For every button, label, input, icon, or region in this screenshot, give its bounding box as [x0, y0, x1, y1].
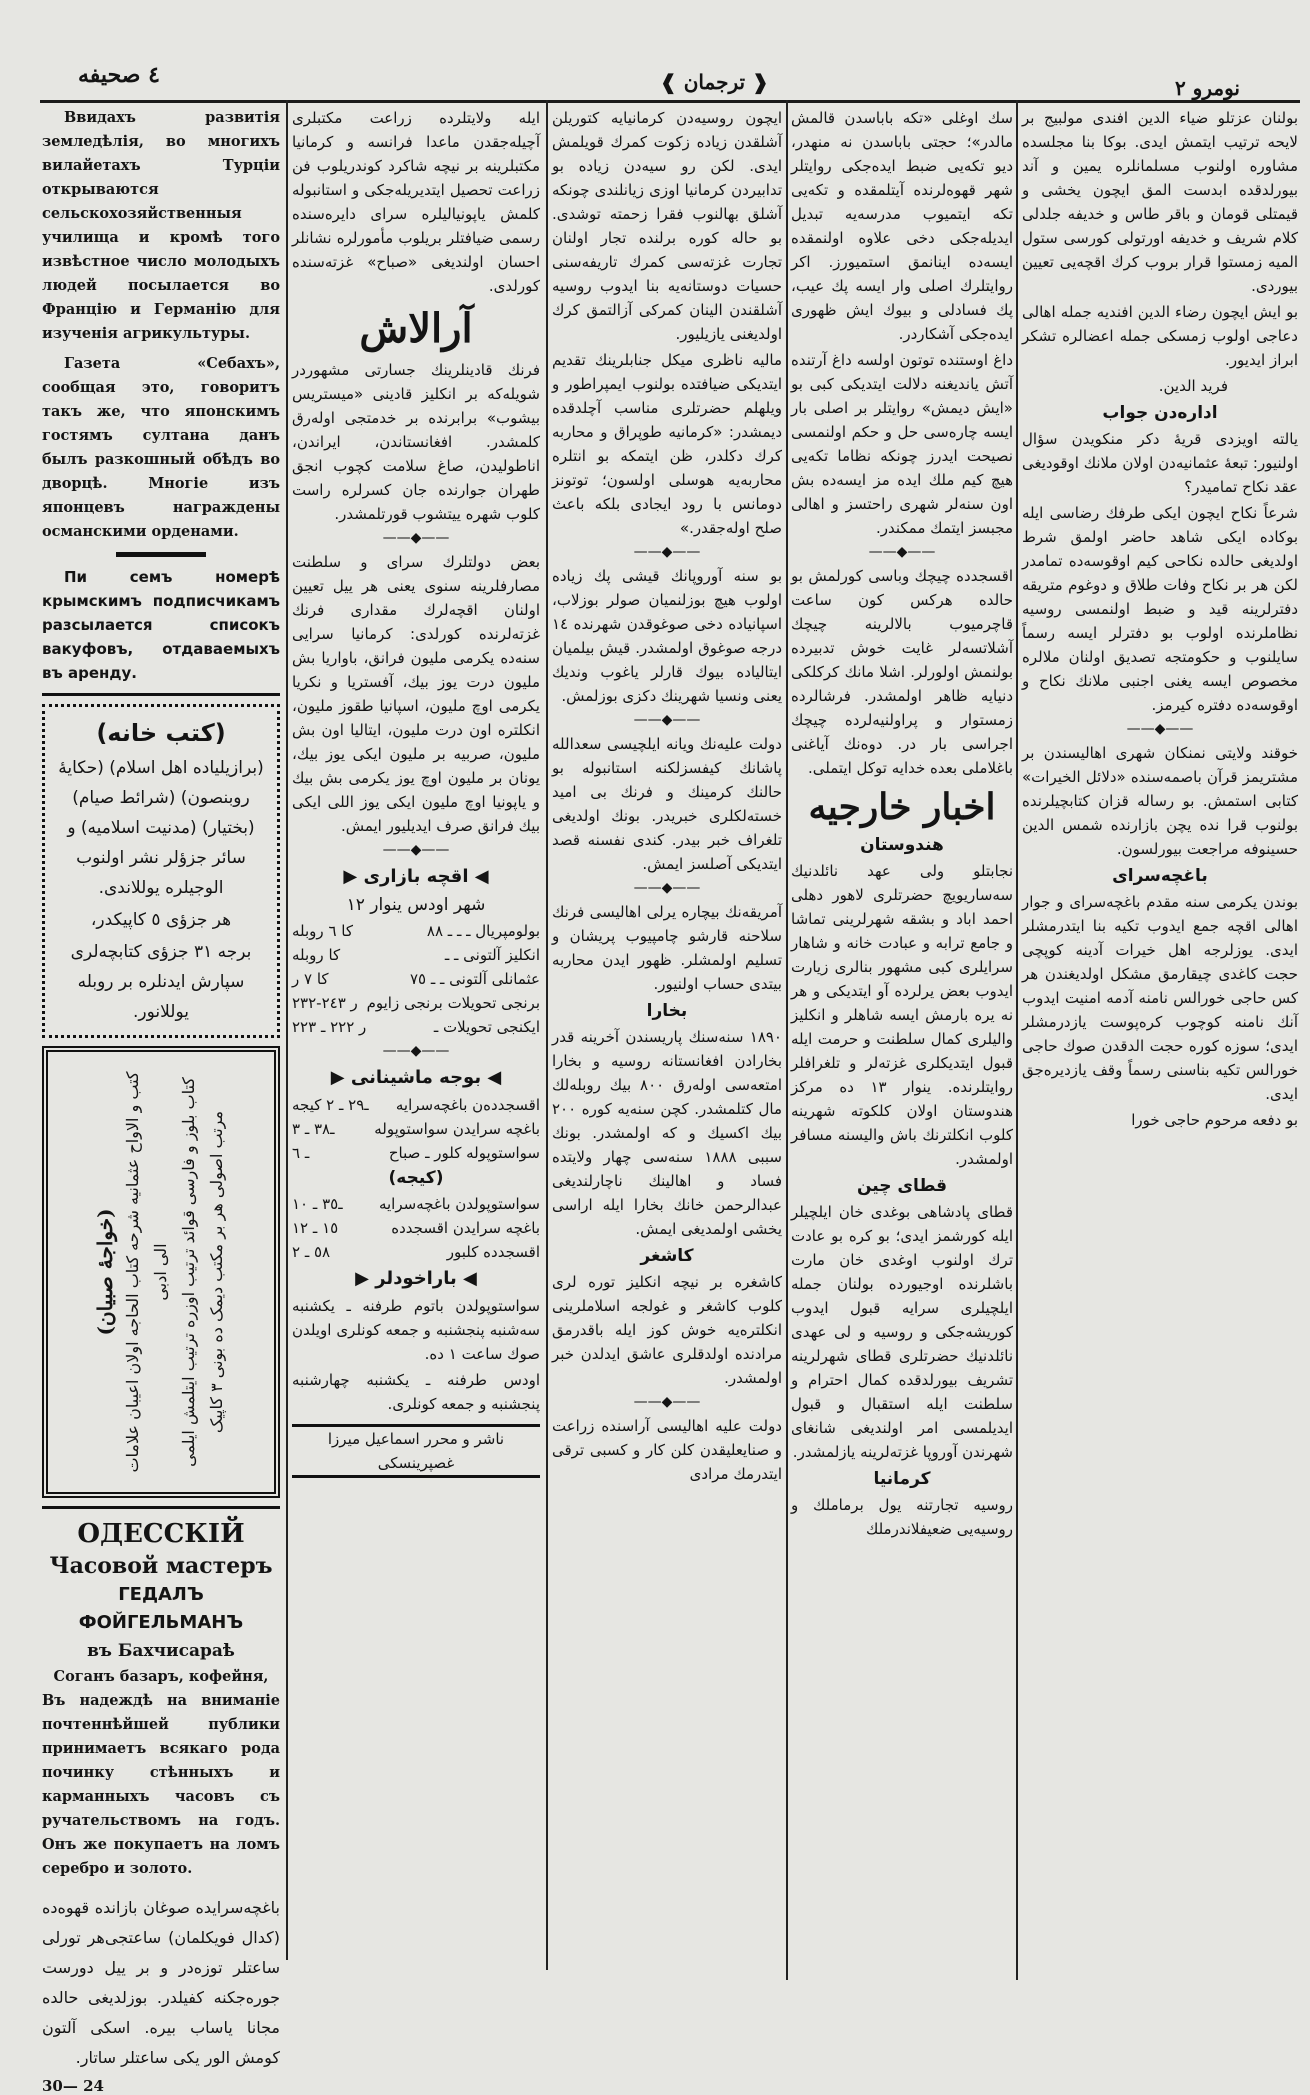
cell: ـ ٦: [292, 1144, 310, 1162]
newspaper-title: ❰ ترجمان ❱: [660, 70, 769, 94]
vertical-ad-line: کتب و الاواح عثمانیه شرحه کتاب الحاجه اولان اعیبان علامات الی ادبی: [123, 1071, 170, 1473]
cell: ـ٣٥ ـ ١٠: [292, 1195, 343, 1213]
vertical-ad-text: [91, 1062, 231, 1482]
column-divider: [286, 100, 288, 1960]
cell: کا ٧ ر: [292, 970, 329, 988]
divider: [42, 1506, 280, 1509]
money-table: [292, 919, 540, 1039]
divider: [116, 552, 206, 557]
subheading-bakhchisaray: باغچه‌سرای: [1112, 866, 1208, 886]
cell: انکلیز آلتونی ـ ـ: [444, 946, 540, 964]
vertical-ad: [42, 1046, 280, 1498]
divider: [1022, 719, 1298, 739]
paragraph: اقسجدده چیچك وباسی کورلمش بو حالده هرکس کون ساعت قاچرمیوب بالالرینه چیچك آشلاتسه‌لر غایت خوش تدبیرده بولنمش اولورلر. اشلا مانك کرکلکی دنیایه ظاهر اولمشدر. فرشالرده زمستوار و پراولنیه‌لرده چیچك اجراسی بار در. دوەنك آیاغنی باغلاملی بعده خدایه توکل ایتملی.: [791, 567, 1013, 777]
paragraph: برجه ٣١ جزؤی کتابچه‌لری سپارش ایدنلره بر روبله یوللانور.: [70, 942, 252, 1022]
train-table: [292, 1093, 540, 1165]
paragraph: ١٨٩٠ سنه‌سنك پاریسندن آخرینه قدر بخارادن افغانستانه روسیه و بخارا امتعه‌سی اوله‌رق ٨٠٠ بیك روبله‌لك مال کتلمشدر. کچن سنه‌یه کوره ٢٠٠ بیك اکسیك و که اولمشدر. بونك سببی ١٨٨٨ سنه‌سی چهار ولایتده فساد و اهالینك ناچارلندیغی عبدالرحمن خانك بخارا ایله اراسی یخشی اولمدیغی ایمش.: [552, 1028, 782, 1238]
cell: ـ٢٩ ـ ٢ کیجه: [292, 1096, 369, 1114]
publisher-line: ناشر و محرر اسماعیل میرزا غصپرینسکی: [292, 1424, 540, 1478]
paragraph: هر جزؤی ٥ کاپیکدر،: [90, 910, 232, 930]
paragraph: بعض دولتلرك سرای و سلطنت مصارفلرینه سنوی یعنی هر ییل تعیین اولنان اقچه‌لرك مقداری فرنك غزته‌لرنده کورلدی: کرمانیا سرایی سنه‌ده یکرمی ملیون فرانق، باواریا بش ملیون درت یوز بیك، آفستریا و نکریا یکرمی اوچ ملیون، اسپانیا طقوز ملیون، انکلتره اون درت ملیون، ایتالیا اون بش ملیون، صربیه بر ملیون ایکی یوز بیك، یونان بر ملیون اوچ یوز یکرمی بش بیك و یاپونیا اوچ ملیون ایکی یوز اللی ایکی بیك فرانق صرف ایدیلیور ایمش.: [292, 553, 540, 835]
paragraph: بوندن یکرمی سنه مقدم باغچه‌سرای و جوار اهالی اقچه جمع ایدوب تکیه بنا ایتدرمشلر ایدی. یوزلرجه اهل خیرات آدینه کوپچی حجت کاغدی چیقارمق مشکل اولدیغندن هر کس حاجی خورالس نامنه آدمه امنیت ایدوب آنك نامنه کوچوب کرەپوست یازدرمشلر ایدی؛ سوزه کوره حجت الدقدن صوك حاجی خورالس تکیه بناسنی رسماً وقف یازدیرەجق ایدی.: [1022, 893, 1298, 1103]
table-row: [292, 943, 540, 967]
russian-notice: [42, 565, 280, 685]
paragraph: بو سنه آوروپانك قیشی پك زیاده اولوب هیچ بوزلنمیان صولر بوزلاب، اسپانیاده دخی صوغوقدن شهرنده ١٤ درجه صوغوق اولمشدر. قیش بیلمیان ایتالیاده بیوك قارلر یاغوب وندیك یعنی ونسیا شهرینك دکزی بوزلمش.: [552, 567, 782, 705]
cell: کا روبله: [292, 946, 341, 964]
paragraph: Ввидахъ развитія земледѣлія, во многихъ вилайетахъ Турціи открываются сельскохозяйственныя училища и кромѣ того извѣстное число молодыхъ людей посылается во Францію и Германію для изученія агрикультуры.: [42, 109, 280, 342]
table-row: [292, 1240, 540, 1264]
paragraph: ایله ولایتلرده زراعت مکتبلری آچیله‌جقدن ماعدا فرانسه و کرمانیا مکتبلرینه بر نیچه شاکرد کوندریلوب فن زراعت تحصیل ایتدیریله‌جکی و استانبوله کلمش یاپونیالیلره سرای دایره‌سنده رسمی ضیافتلر بریلوب مأمورلره نشانلر احسان اولندیغی «صباح» غزته‌سنده کورلدی.: [292, 109, 540, 295]
vertical-ad-line: مرتب اصولی هر بر مکتب دیمک ده بونی ٣ کاپیک: [207, 1110, 226, 1434]
paragraph: دولت علیه‌نك ویانه ایلچیسی سعدالله پاشانك کیفسزلکنه استانبوله بو حالنك کرمینك و فرنك بی امید خسته‌لکلری خبریدر. بونك اولدیغی تلغراف خبر بیدر. کندی نفسنه قصد ایتدیکی آصلسز ایمش.: [552, 735, 782, 873]
russian-news: [42, 106, 280, 544]
paragraph: بولنان عزتلو ضیاء الدین افندی مولبیج بر لایحه ترتیب ایتمش ایدی. بوکا بنا مجلسده مشاوره اولنوب مسلمانلره یمین و آند بیورلدقده ابدست المق ایچون یخشی و قیمتلی قومان و باقر طاس و خدیفه جلدلی کلام شریف و خدیفه اورتولی کورسی ستول المیه زمستوا قرار بروب کرك اقچه‌یی تعیین بیوردی.: [1022, 109, 1298, 295]
cell: ٥٨ ـ ٢: [292, 1243, 331, 1261]
night-schedule-title: (کیجه): [388, 1168, 444, 1188]
table-row: [292, 967, 540, 991]
table-row: [292, 1093, 540, 1117]
divider: [791, 542, 1013, 562]
divider: [42, 693, 280, 696]
ad-line: ОДЕССКІЙ: [77, 1519, 245, 1549]
subheading-bukhara: بخارا: [646, 1001, 688, 1021]
paragraph: اودس طرفنه ـ یکشنبه چهارشنبه پنجشنبه و جمعه کونلری.: [292, 1371, 540, 1413]
paragraph: شرعاً نکاح ایچون ایکی طرفك رضاسی ایله بوکاده ایکی شاهد حاضر اولمق شرط اولدیغی حالده نکاحی کیم اوقوسه‌ده تمامدر لکن هر بر نکاح وفات طلاق و دوغوم متریقه دفترلرینه قید و ضبط اولنمسی روسیه نظاملرنده اولوب بو دفترلر ایسه رسماً سایلنوب و حکومتجه تصدیق اولنان ملالره مخصوص ایسه یغنی اجنبی ملانك نکاح و اوقوسه‌ده دفتره کیرمز.: [1022, 504, 1298, 714]
signature: فرید الدین.: [1158, 377, 1228, 395]
subheading-germany: کرمانیا: [873, 1469, 931, 1489]
paragraph: نجابتلو ولی عهد نائلدنیك سه‌ساریویچ حضرتلری لاهور دهلی احمد اباد و بشقه شهرلرینی تماشا و جامع ترابه و عبادت خانه و شاهار سرایلری کبی مشهور بنالری زیارت ایدوب بعض یرلرده آو ایتدیکی و هر نه یره بارمش ایسه شاهلر و انکلیز والیلری کمال سلطنت و حرمت ایله قبول ایتدیکلری غزته‌لر و تلغرافلر روایتلرنده. ینوار ١٣ ده مرکز هندوستان اولان کلکوته شهرینه کلوب انکلترنك باش والیسنه مسافر اولمشدر.: [791, 862, 1013, 1168]
paragraph: مالیه ناظری میکل جنابلرینك تقدیم ایتدیکی ضیافتده بولنوب ایمپراطور و ویلهلم حضرتلری مناسب آچلدقده دیمشدر: «کرمانیه طوپراق و محاربه کرك دکلدر، ظن ایتمکه بو انتلره محاربه‌یه هوسلی اولسون؛ توتونز دومانس با رود ایجادی بلکه باعث صلح اولەجقدر.»: [552, 351, 782, 537]
foreign-news-headline: اخبار خارجیه: [808, 786, 996, 828]
table-row: [292, 1015, 540, 1039]
subheading-kashgar: کاشغر: [640, 1246, 694, 1266]
column-divider: [546, 100, 548, 1970]
paragraph: قطای پادشاهی بوغدی خان ایلچیلر ایله کورشمز ایدی؛ بو کره بو عادت ترك اولنوب اوغدی خان مارت باشلرنده اوجیورده بولنان جمله ایلچیلری سرایه قبول ایدوب کوریشه‌جکی و روسیه و لی عهدی نائلدنیك حضرتلری قطای شهرلرینه تشریف بیورلدقده کمال احترام و سلطنت ایله استقبال و قبول ایدیلمسی امر اولندیغی شانغای شهرندن آوروپا غزته‌لرینه یازلمشدر.: [791, 1203, 1013, 1461]
table-row: [292, 991, 540, 1015]
cell: باغچه سرایدن سواستوپوله: [374, 1120, 540, 1138]
paragraph: یالته اویزدی قریهٔ دکر منکویدن سؤال اولنیور: تبعهٔ عثمانیه‌دن اولان ملانك اوقودیغی عقد نکاح تمامیدر؟: [1022, 430, 1298, 496]
ad-body: Въ надеждѣ на вниманіе почтеннѣйшей публики принимаетъ всякаго рода починку стѣнныхъ и карманныхъ часовъ съ ручательствомъ на годъ. Онъ же покупаетъ на ломъ серебро и золото.: [42, 1692, 280, 1877]
editorial-reply-title: ادارەدن جواب: [1102, 403, 1218, 423]
paragraph: Пи семъ номерѣ крымскимъ подписчикамъ разсылается списокъ вакуфовъ, отдаваемыхъ въ аренду.: [42, 568, 280, 682]
paragraph: خوقند ولایتی نمنکان شهری اهالیسندن بر مشتریمز قرآن باصمه‌سنده «دلائل الخیرات» کتابی استمش. بو رساله قزان کتابچیلرنده بولنوب قرا نده یچن بازارنده شمس الدین حسینوفه مراجعت بیورلسون.: [1022, 744, 1298, 858]
night-train-table: [292, 1192, 540, 1264]
ad-line: Соганъ базаръ, кофейня,: [53, 1668, 269, 1685]
paragraph: کاشغره بر نیچه انکلیز توره لری کلوب کاشغر و غولجه اسلاملرینی انکلتره‌یه خوش کوز ایله باقدرمق مرادنده اولدقلری عاشق ایدلدن خبر اولمشدر.: [552, 1273, 782, 1387]
money-market-title: ◀ اقچه بازاری ▶: [292, 862, 540, 892]
paragraph: دولت علیه اهالیسی آراسنده زراعت و صنایعلیقدن کلن کار و کسبی ترقی ایتدرمك مرادی: [552, 1417, 782, 1483]
divider: [552, 710, 782, 730]
masthead: [60, 60, 1290, 100]
divider: [292, 1041, 540, 1061]
subheading-china: قطای چین: [856, 1176, 948, 1196]
cell: سواستوپوله کلور ـ صباح: [388, 1144, 540, 1162]
subheading-india: هندوستان: [860, 835, 944, 855]
page-number: ٤ صحیفه: [78, 62, 160, 88]
cell: سواستوپولدن باغچه‌سرایه: [378, 1195, 540, 1213]
header-rule: [40, 100, 1300, 103]
bookstore-ad: [42, 704, 280, 1038]
paragraph: سواستوپولدن باتوم طرفنه ـ یکشنبه سه‌شنبه پنجشنبه و جمعه کونلری اویلدن صوك ساعت ١ ده.: [292, 1297, 540, 1363]
ad-line: въ Бахчисараѣ: [87, 1641, 235, 1661]
paragraph: بو دفعه مرحوم حاجی خورا: [1131, 1111, 1298, 1129]
steamship-title: ◀ باراخودلر ▶: [292, 1264, 540, 1294]
paragraph: (برازیلیاده اهل اسلام) (حکایهٔ روبنصون) (شرائط صیام) (بختیار) (مدنیت اسلامیه) و سائر جزؤلر نشر اولنوب الوجیلره یوللاندی.: [58, 758, 264, 898]
divider: [292, 528, 540, 548]
paragraph: آمریقه‌نك بیچاره یرلی اهالیسی فرنك سلاحنه قارشو چامپیوب پریشان و تسلیم اولمشلر. ظهور ایدن محاربه بیتدی حساب اولنیور.: [552, 903, 782, 993]
paragraph: روسیه تجارتنه یول برماملك و روسیه‌یی ضعیفلاندرملك: [791, 1496, 1013, 1538]
table-row: [292, 1192, 540, 1216]
ad-line: ГЕДАЛЪ ФОЙГЕЛЬМАНЪ: [78, 1584, 244, 1633]
paragraph: فرنك قادینلرینك جسارتی مشهوردر شویله‌که بر انکلیز قادینی «میستریس بیشوب» برابرنده بر خدمتجی اوله‌رق کلمشدر. افغانستاندن، ایراندن، اناطولیدن، صاغ سلامت کچوب انجق طهران جوارنده جان کسرلره راست کلوب شهره ییتشوب قورتلمشدر.: [292, 361, 540, 523]
paragraph: Газета «Себахъ», сообщая это, говоритъ такъ же, что японскимъ гостямъ султана данъ былъ разкошный обѣдъ во дворцѣ. Многіе изъ японцевъ награждены османскими орденами.: [42, 355, 280, 540]
watchmaker-ad-ottoman: باغچه‌سرایده صوغان بازانده قهوه‌ده (کدال فویکلمان) ساعتجی‌هر تورلی ساعتلر توزه‌در و بر ییل دورست جوره‌جکنه کفیلدر. بوزلدیغی حالده مجانا یاساب بیره. اسکی آلتون کومش الور یکی ساعتلر ساتار.: [42, 1898, 280, 2067]
column-5: [1022, 106, 1298, 1134]
table-row: [292, 1117, 540, 1141]
paragraph: ایچون روسیه‌دن کرمانیایه کتوریلن آشلقدن زیاده زکوت کمرك قویلمش ایدی. لکن رو سیه‌دن زیاده بو تدابیردن کرمانیا اوزی زیانلندی چونکه آشلق بهالنوب فقرا زحمته توشدی. بو حاله کوره برلنده تجار اولنان تجارت غزته‌سی کمرك تاریفه‌سنی حسیات دوستانه‌یه بنا ایدوب روسیه آشلقندن الینان کمرکی آزالتمق کرك اولدیغنی یازیلیور.: [552, 109, 782, 343]
bookstore-title: (کتب خانه): [96, 719, 226, 747]
table-row: [292, 1141, 540, 1165]
divider: [552, 542, 782, 562]
column-4: [791, 106, 1013, 1543]
vertical-ad-title: (خواجهٔ صبیان): [93, 1208, 117, 1336]
table-row: [292, 1216, 540, 1240]
paragraph: بو ایش ایچون رضاء الدین افندیه جمله اهالی دعاجی اولوب زمسکی جمله اعضالره تشکر ابراز ایدیور.: [1022, 303, 1298, 369]
cell: برنجی تحویلات برنجی زایوم: [366, 994, 540, 1012]
cell: ـ٣٨ ـ ٣: [292, 1120, 335, 1138]
paragraph: داغ اوستنده توتون اولسه داغ آرتنده آتش یاندیغنه دلالت ایتدیکی کبی بو «ایش دیمش» روایتلر بر اصلی بار ایسه چاره‌سی حل و حکم اولنمسی نصیحت ایدرز چونکه نظاما تکه‌یی هیچ کیم ملك ایده مز ایسه‌ده بش اون سنه‌لر شهری راحتسز و اهالی مجبسز ایتمك ممکندر.: [791, 351, 1013, 537]
watchmaker-ad: [42, 1517, 280, 1881]
ad-line: Часовой мастеръ: [49, 1553, 273, 1579]
vertical-ad-line: کتاب بلوز و فارسی قوائد ترتیب اوزره ترتیب ایتلمش ایلمی: [179, 1077, 198, 1467]
divider: [552, 878, 782, 898]
cell: باغچه سرایدن اقسجدده: [391, 1219, 540, 1237]
cell: عثمانلی آلتونی ـ ـ ٧٥: [409, 970, 540, 988]
section-headline: آرالاش: [359, 305, 473, 352]
train-schedule-title: ◀ بوجه ماشینانی ▶: [292, 1063, 540, 1093]
column-divider: [1016, 100, 1018, 1980]
column-1: [42, 106, 280, 2095]
column-2: [292, 106, 540, 1478]
issue-number: نومرو ٢: [1174, 76, 1240, 100]
cell: ١٥ ـ ١٢: [292, 1219, 339, 1237]
cell: ر ٢٤٣-٢٣٢: [292, 994, 358, 1012]
divider: [552, 1392, 782, 1412]
paragraph: سك اوغلی «تکه باباسدن قالمش مالدر»؛ حجتی باباسدن نه منهدر، دیو تکه‌یی ضبط ایده‌جکی روایتلر شهر قهوه‌لرنده آیتلمقده و تکه‌یی تکه ایتمیوب مدرسه‌یه تبدیل ایدیله‌جکی دخی علاوه اولنمقده ایسه‌ده اینانمق استمیورز. اکر روایتلرك اصلی وار ایسه پك عیب، پك فسادلی و بیوك ایش ظهوری ایده‌جکی آشکاردر.: [791, 109, 1013, 343]
ad-code: 30— 24: [42, 2077, 104, 2095]
cell: بولومپریال ـ ـ ـ ٨٨: [426, 922, 540, 940]
cell: ر ٢٢٢ ـ ٢٢٣: [292, 1018, 367, 1036]
cell: ایکنجی تحویلات ـ: [433, 1018, 540, 1036]
column-divider: [786, 100, 788, 1980]
divider: [292, 840, 540, 860]
column-3: [552, 106, 782, 1488]
cell: اقسجدده کلبور: [446, 1243, 540, 1261]
cell: اقسجدده‌ن باغچه‌سرایه: [395, 1096, 540, 1114]
money-market-date: شهر اودس ینوار ١٢: [346, 895, 486, 915]
cell: کا ٦ روبله: [292, 922, 353, 940]
table-row: [292, 919, 540, 943]
